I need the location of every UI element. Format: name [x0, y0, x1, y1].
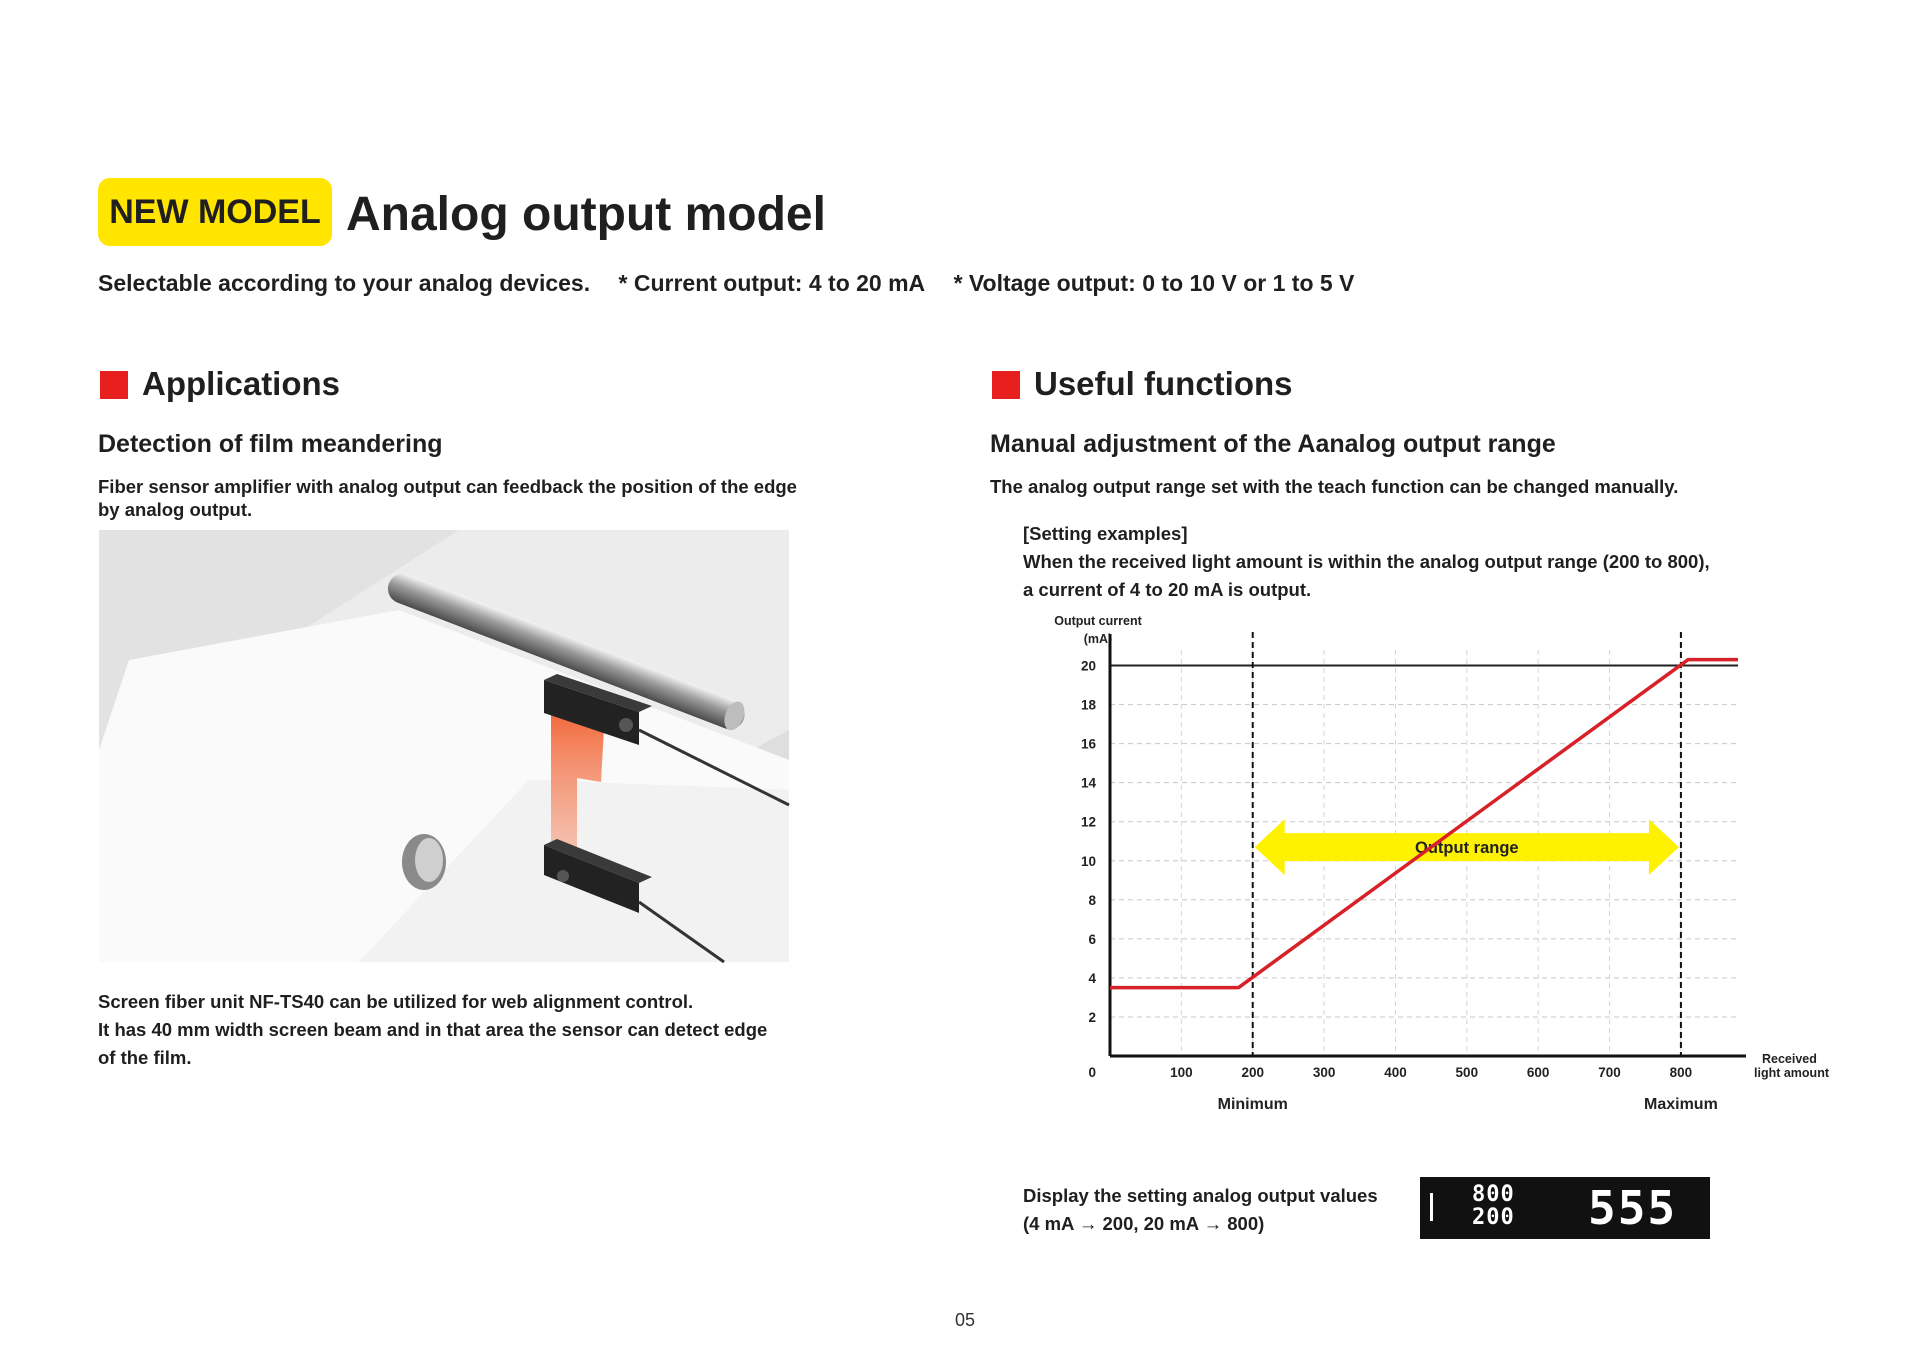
x-axis-label: Received [1762, 1052, 1817, 1066]
functions-subheading: Manual adjustment of the Aanalog output range [990, 430, 1556, 458]
applications-paragraph-line: It has 40 mm width screen beam and in that area the sensor can detect edge [98, 1019, 768, 1040]
y-tick-label: 12 [1080, 814, 1096, 830]
functions-heading: Useful functions [1034, 365, 1293, 402]
display-main-value: 555 [1588, 1181, 1678, 1235]
display-range-values [1472, 1183, 1515, 1229]
applications-subheading: Detection of film meandering [98, 430, 443, 458]
setting-examples-label: [Setting examples] [1023, 523, 1188, 544]
y-tick-label: 10 [1080, 853, 1096, 869]
subtitle-current: * Current output: 4 to 20 mA [618, 270, 926, 296]
y-tick-label: 16 [1080, 736, 1096, 752]
film-sensor-illustration [99, 530, 789, 962]
applications-description-line: by analog output. [98, 499, 253, 520]
functions-description: The analog output range set with the teach function can be changed manually. [990, 476, 1679, 497]
display-label [1023, 1182, 1378, 1238]
y-tick-label: 4 [1088, 970, 1096, 986]
output-current-chart [1040, 610, 1829, 1120]
display-label-line: Display the setting analog output values [1023, 1185, 1378, 1206]
y-tick-label: 2 [1088, 1009, 1096, 1025]
setting-examples-line: When the received light amount is within the analog output range (200 to 800), [1023, 551, 1710, 572]
page-title: Analog output model [346, 188, 826, 241]
x-tick-label: 300 [1312, 1065, 1336, 1080]
new-model-badge: NEW MODEL [98, 178, 332, 246]
setting-examples-line: a current of 4 to 20 mA is output. [1023, 579, 1312, 600]
x-tick-label: 200 [1241, 1065, 1264, 1080]
y-axis-unit: (mA) [1083, 632, 1113, 646]
display-top-value: 800 [1472, 1182, 1515, 1207]
range-marker-label: Minimum [1217, 1096, 1288, 1113]
y-tick-label: 20 [1080, 658, 1096, 674]
applications-description-line: Fiber sensor amplifier with analog output can feedback the position of the edge [98, 476, 797, 497]
setting-examples [1023, 520, 1783, 604]
applications-paragraph [98, 988, 798, 1072]
y-axis-label: Output current [1054, 614, 1142, 628]
display-bottom-value: 200 [1472, 1205, 1515, 1230]
applications-description [98, 475, 818, 521]
display-indicator [1430, 1193, 1433, 1221]
x-tick-label: 400 [1384, 1065, 1407, 1080]
subtitle-main: Selectable according to your analog devices. [98, 270, 591, 296]
applications-paragraph-line: of the film. [98, 1047, 192, 1068]
y-tick-label: 14 [1080, 775, 1096, 791]
x-tick-label: 500 [1455, 1065, 1479, 1080]
x-axis-label-line2: light amount [1754, 1066, 1829, 1080]
subtitle [98, 270, 1376, 297]
applications-paragraph-line: Screen fiber unit NF-TS40 can be utilized for web alignment control. [98, 991, 694, 1012]
subtitle-voltage: * Voltage output: 0 to 10 V or 1 to 5 V [953, 270, 1355, 296]
page-number: 05 [954, 1310, 976, 1330]
y-tick-label: 8 [1088, 892, 1096, 908]
x-tick-label: 800 [1669, 1065, 1693, 1080]
x-tick-label: 0 [1088, 1065, 1096, 1080]
y-tick-label: 6 [1088, 931, 1096, 947]
chart-svg [1040, 610, 1829, 1120]
x-tick-label: 100 [1170, 1065, 1193, 1080]
x-tick-label: 600 [1526, 1065, 1550, 1080]
red-square-icon [100, 371, 128, 399]
film-sensor-illustration-svg [99, 530, 789, 962]
y-tick-label: 18 [1080, 697, 1096, 713]
amplifier-display [1420, 1177, 1710, 1239]
applications-heading: Applications [142, 365, 341, 402]
range-marker-label: Maximum [1644, 1096, 1718, 1113]
output-range-label: Output range [1415, 839, 1519, 858]
display-label-line: (4 mA → 200, 20 mA → 800) [1023, 1213, 1265, 1234]
x-tick-label: 700 [1598, 1065, 1621, 1080]
red-square-icon [992, 371, 1020, 399]
